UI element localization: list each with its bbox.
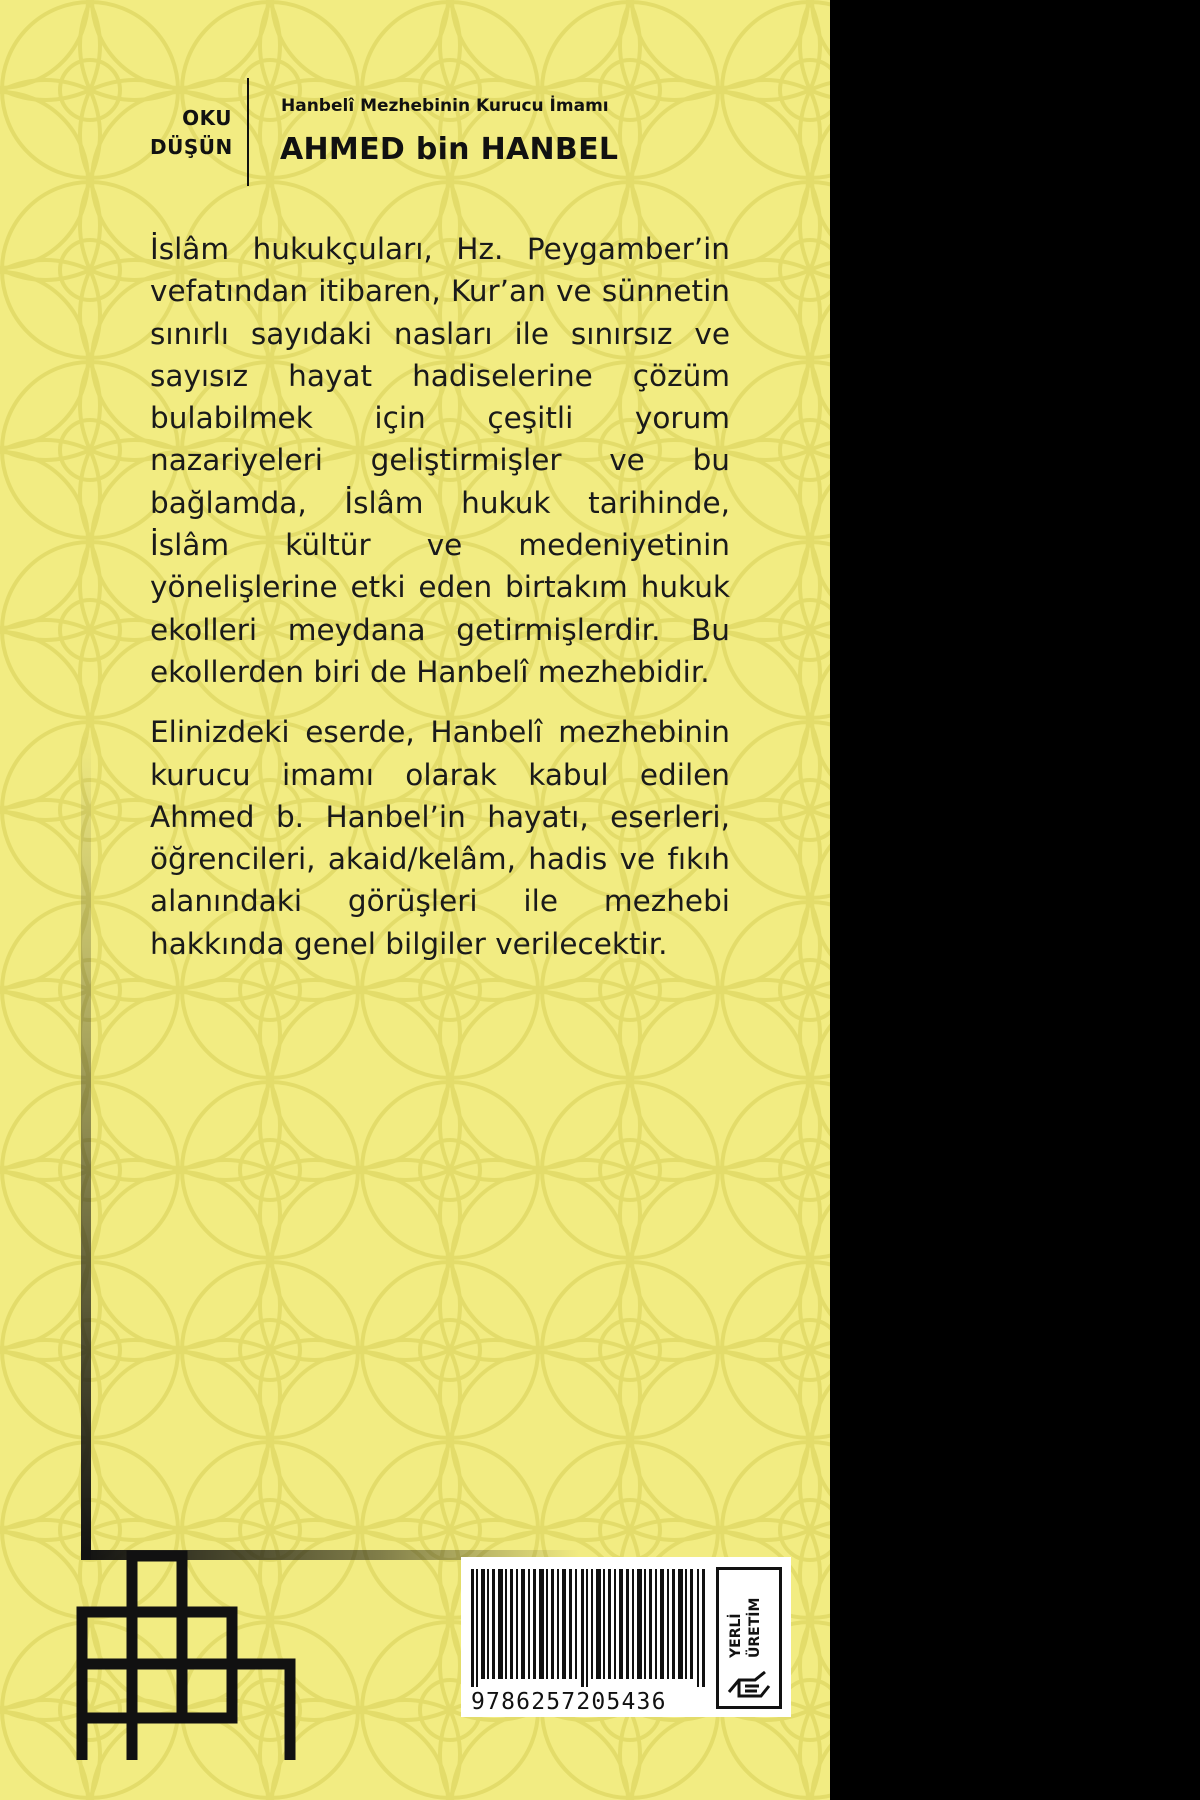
book-subtitle: Hanbelî Mezhebinin Kurucu İmamı: [281, 96, 609, 116]
publisher-logo: [150, 104, 232, 162]
blurb-paragraph-2: Elinizdeki eserde, Hanbelî mezhebinin kurucu imamı olarak kabul edilen Ahmed b. Hanbel’in hayatı, eserleri, öğrencileri, akaid/kelâm, hadis ve fıkıh alanındaki görüşleri ile mezhebi hakkında genel bilgiler verilecektir.: [150, 715, 730, 961]
spine-area: [830, 0, 1200, 1800]
publisher-logo-line2: DÜŞÜN: [150, 135, 233, 159]
badge-line1: YERLİ: [728, 1613, 744, 1658]
header-divider: [247, 78, 249, 186]
publisher-logo-line1: OKU: [182, 106, 232, 130]
barcode-icon: [471, 1569, 709, 1687]
blurb: [150, 228, 730, 983]
isbn-number: 9786257205436: [471, 1689, 667, 1715]
book-title: AHMED bin HANBEL: [280, 132, 619, 167]
barcode-label: [461, 1557, 791, 1717]
blurb-paragraph-1: İslâm hukukçuları, Hz. Peygamber’in vefatından itibaren, Kur’an ve sünnetin sınırlı sayıdaki nasları ile sınırsız ve sayısız hayat hadiselerine çözüm bulabilmek için çeşitli yorum nazariyeleri geliştirmişler ve bu bağlamda, İslâm hukuk tarihinde, İslâm kültür ve medeniyetinin yönelişlerine etki eden birtakım hukuk ekolleri meydana getirmişlerdir. Bu ekollerden biri de Hanbelî mezhebidir.: [150, 232, 730, 689]
badge-line2: ÜRETİM: [747, 1597, 763, 1658]
local-production-badge: [716, 1567, 782, 1709]
badge-text: [727, 1578, 787, 1658]
hand-icon: [725, 1662, 773, 1702]
